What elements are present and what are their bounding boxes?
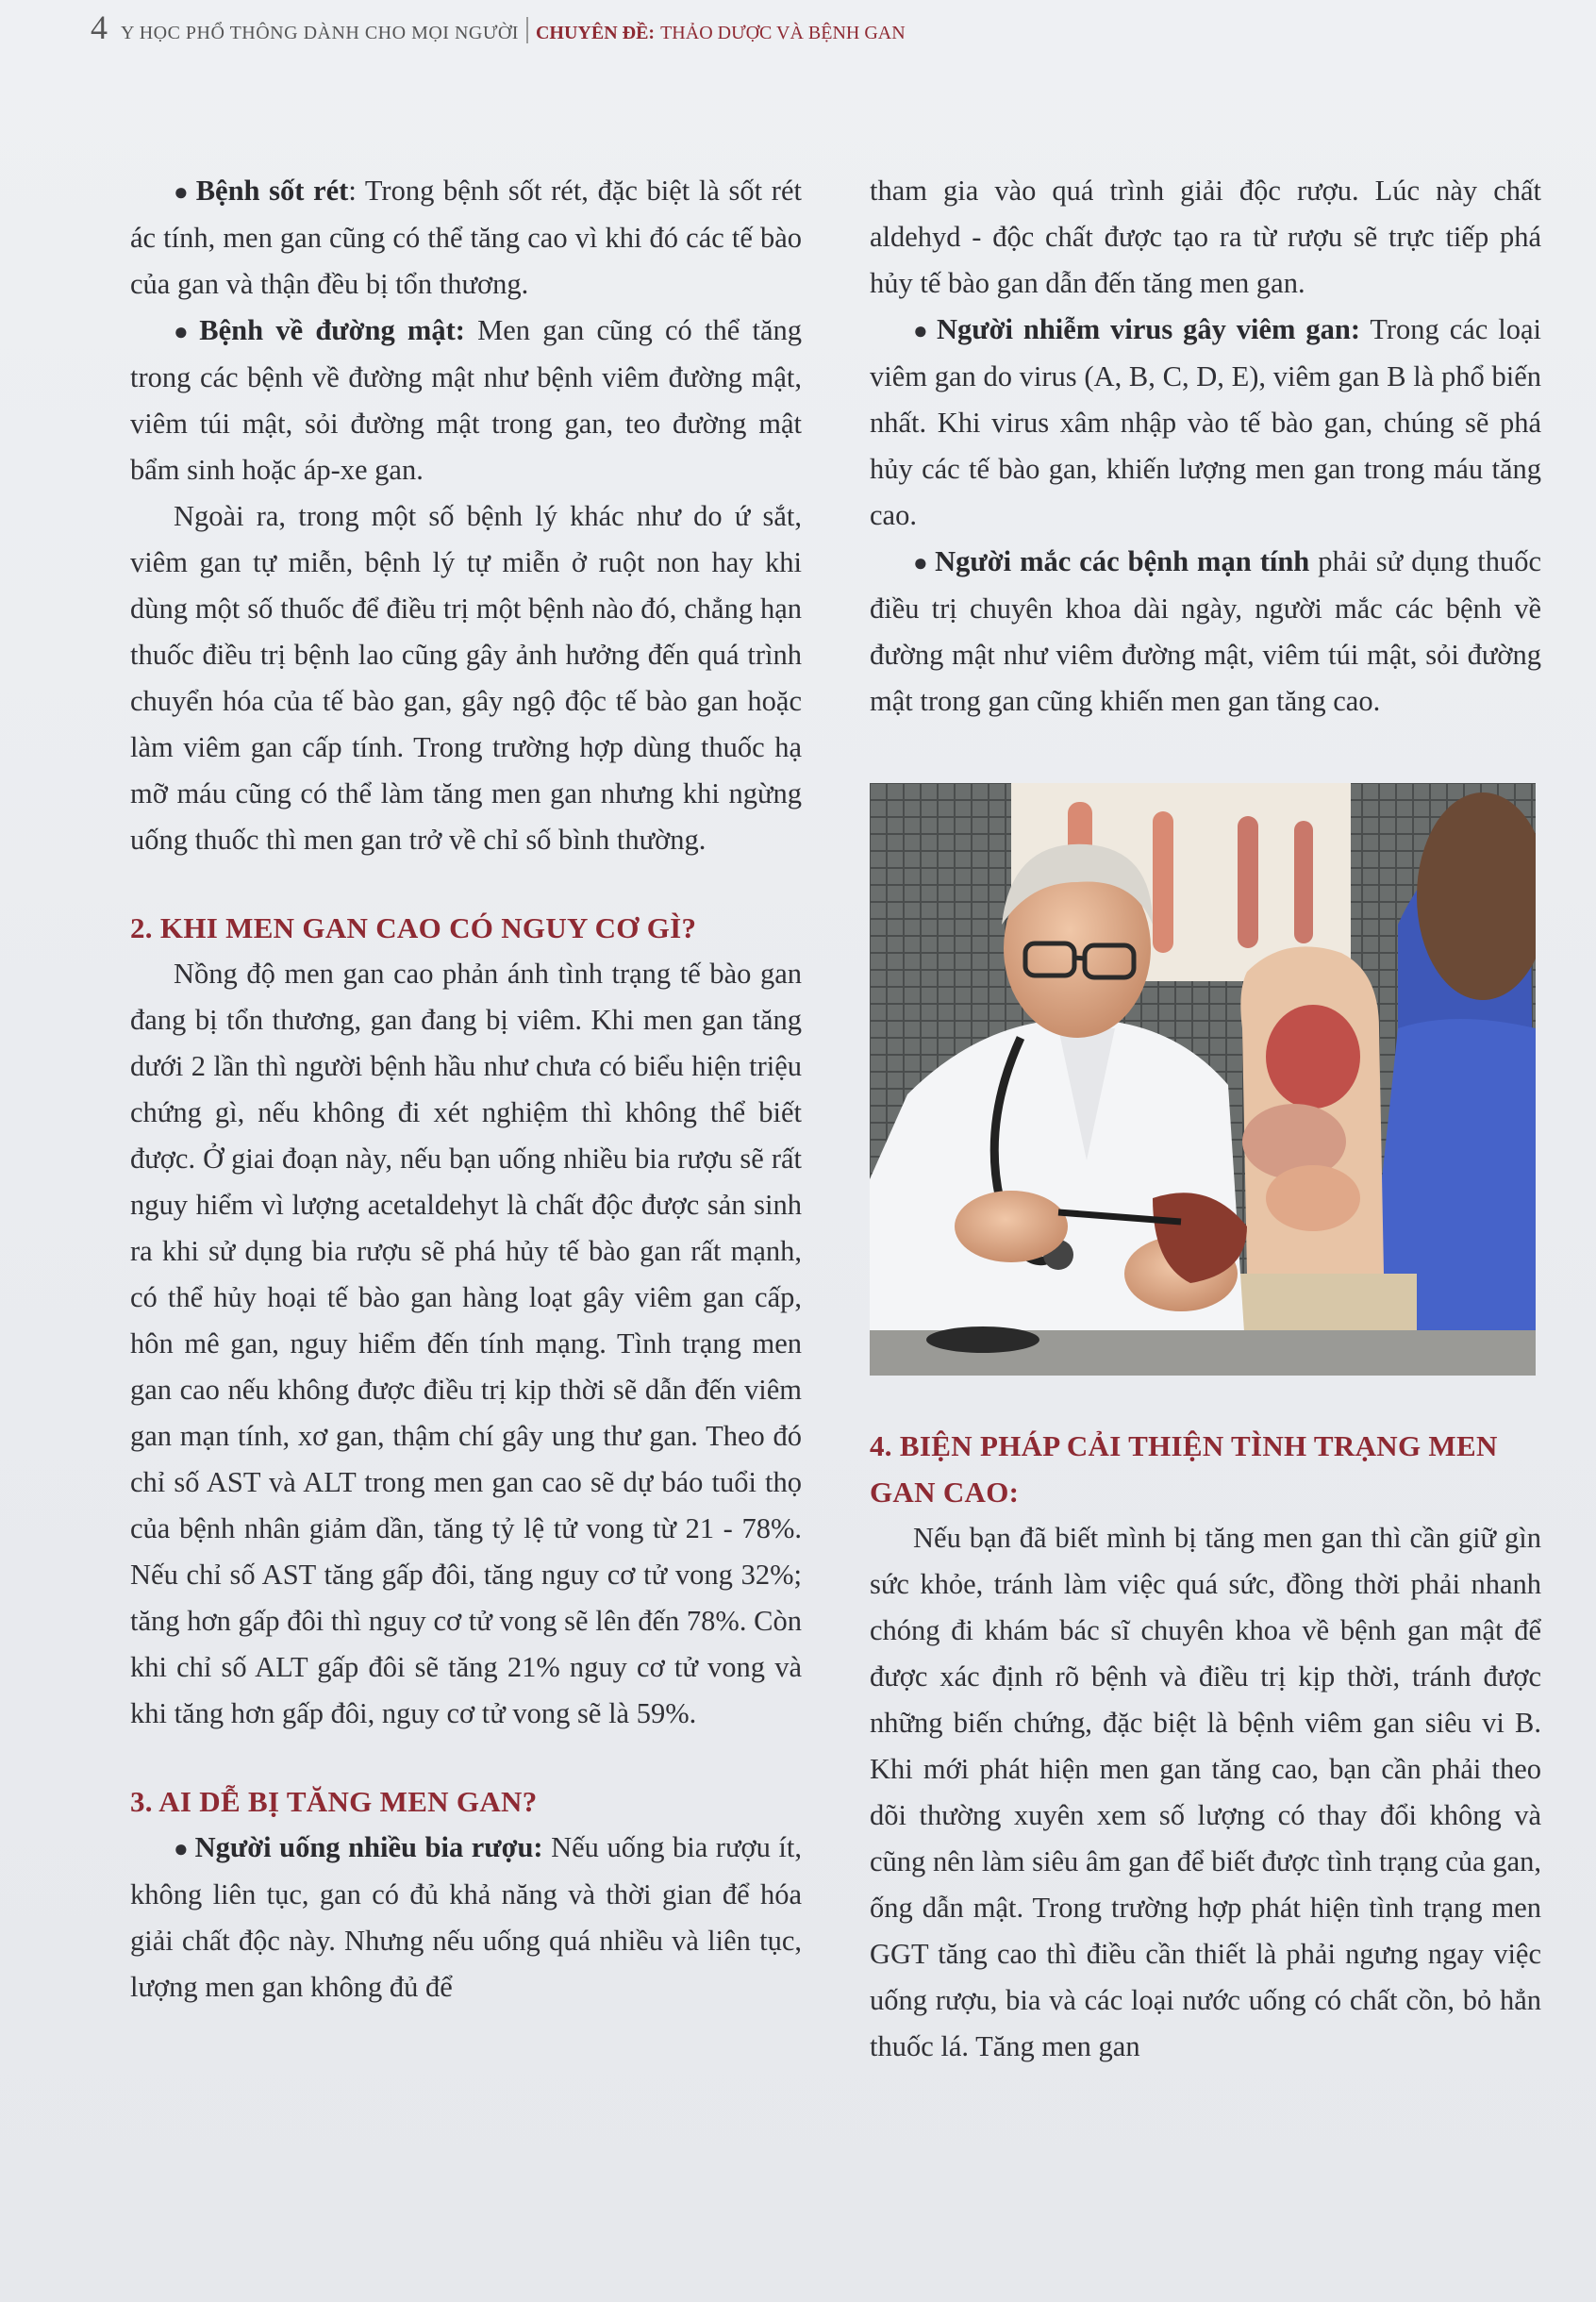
bullet-chronic bbox=[870, 539, 1541, 725]
heading-who-at-risk: 3. AI DỄ BỊ TĂNG MEN GAN? bbox=[130, 1785, 538, 1818]
spacer bbox=[130, 863, 802, 905]
right-column bbox=[870, 168, 1541, 2070]
heading-risks: 2. KHI MEN GAN CAO CÓ NGUY CƠ GÌ? bbox=[130, 911, 697, 944]
spacer bbox=[130, 1737, 802, 1778]
bullet-text: : Trong bệnh sốt rét, đặc biệt là sốt rét ác tính, men gan cũng có thể tăng cao vì khi đó các tế bào của gan và thận đều bị tổn thương. bbox=[130, 175, 802, 300]
bullet-text: phải sử dụng thuốc điều trị chuyên khoa dài ngày, người mắc các bệnh về đường mật như viêm đường mật, viêm túi mật, sỏi đường mật trong gan cũng khiến men gan tăng cao. bbox=[870, 545, 1541, 717]
spacer bbox=[870, 1376, 1541, 1423]
section-label: CHUYÊN ĐỀ: bbox=[535, 23, 656, 43]
bullet-term: Người nhiễm virus gây viêm gan: bbox=[937, 313, 1360, 345]
paragraph-other-causes: Ngoài ra, trong một số bệnh lý khác như do ứ sắt, viêm gan tự miễn, bệnh lý tự miễn ở ruột non hay khi dùng một số thuốc để điều trị một bệnh nào đó, chẳng hạn thuốc điều trị bệnh lao cũng gây ảnh hưởng đến quá trình chuyển hóa của tế bào gan, gây ngộ độc tế bào gan hoặc làm viêm gan cấp tính. Trong trường hợp dùng thuốc hạ mỡ máu cũng có thể làm tăng men gan nhưng khi ngừng uống thuốc thì men gan trở về chỉ số bình thường. bbox=[130, 500, 802, 856]
header-divider bbox=[526, 17, 528, 43]
paragraph-continued: tham gia vào quá trình giải độc rượu. Lúc này chất aldehyd - độc chất được tạo ra từ rượu sẽ trực tiếp phá hủy tế bào gan dẫn đến tăng men gan. bbox=[870, 175, 1541, 299]
bullet-dot: ● bbox=[913, 317, 931, 344]
paragraph-risks: Nồng độ men gan cao phản ánh tình trạng tế bào gan đang bị tổn thương, gan đang bị viêm. Khi men gan tăng dưới 2 lần thì người bệnh hầu như chưa có biểu hiện triệu chứng gì, nếu không đi xét nghiệm thì không thể biết được. Ở giai đoạn này, nếu bạn uống nhiều bia rượu sẽ rất nguy hiểm vì lượng acetaldehyt là chất độc được sản sinh ra khi sử dụng bia rượu sẽ phá hủy tế bào gan rất mạnh, có thể hủy hoại tế bào gan hàng loạt gây viêm gan cấp, hôn mê gan, nguy hiểm đến tính mạng. Tình trạng men gan cao nếu không được điều trị kịp thời sẽ dẫn đến viêm gan mạn tính, xơ gan, thậm chí gây ung thư gan. Theo đó chỉ số AST và ALT trong men gan cao sẽ dự báo tuổi thọ của bệnh nhân giảm dần, tăng tỷ lệ tử vong từ 21 - 78%. Nếu chỉ số AST tăng gấp đôi, tăng nguy cơ tử vong 32%; tăng hơn gấp đôi thì nguy cơ tử vong sẽ lên đến 78%. Còn khi chỉ số ALT gấp đôi sẽ tăng 21% nguy cơ tử vong và khi tăng hơn gấp đôi, nguy cơ tử vong sẽ là 59%. bbox=[130, 958, 802, 1729]
bullet-alcohol bbox=[130, 1825, 802, 2010]
bullet-term: Người uống nhiều bia rượu: bbox=[194, 1831, 543, 1863]
bullet-text: Men gan cũng có thể tăng trong các bệnh về đường mật như bệnh viêm đường mật, viêm túi mật, sỏi đường mật trong gan, teo đường mật bẩm sinh hoặc áp-xe gan. bbox=[130, 314, 802, 486]
bullet-term: Bệnh về đường mật: bbox=[199, 314, 465, 346]
bullet-biliary bbox=[130, 308, 802, 493]
bullet-dot: ● bbox=[174, 178, 191, 206]
bullet-term: Bệnh sốt rét bbox=[195, 175, 349, 207]
bullet-dot: ● bbox=[174, 318, 194, 345]
bullet-text: Trong các loại viêm gan do virus (A, B, C, D, E), viêm gan B là phổ biến nhất. Khi virus xâm nhập vào tế bào gan, chúng sẽ phá hủy các tế bào gan, khiến lượng men gan trong máu tăng cao. bbox=[870, 313, 1541, 531]
bullet-dot: ● bbox=[913, 549, 930, 576]
bullet-dot: ● bbox=[174, 1835, 190, 1862]
paragraph-improvement: Nếu bạn đã biết mình bị tăng men gan thì cần giữ gìn sức khỏe, tránh làm việc quá sức, đồng thời phải nhanh chóng đi khám bác sĩ chuyên khoa về bệnh gan mật để được xác định rõ bệnh và điều trị kịp thời, tránh được những biến chứng, đặc biệt là bệnh viêm gan siêu vi B. Khi mới phát hiện men gan tăng cao, bạn cần phải theo dõi thường xuyên xem số lượng có thay đổi không và cũng nên làm siêu âm gan để biết được tình trạng của gan, ống dẫn mật. Trong trường hợp phát hiện tình trạng men GGT tăng cao thì điều cần thiết là phải ngưng ngay việc uống rượu, bia và các loại nước uống có chất cồn, bỏ hẳn thuốc lá. Tăng men gan bbox=[870, 1522, 1541, 2062]
publication-title: Y HỌC PHỔ THÔNG DÀNH CHO MỌI NGƯỜI bbox=[121, 23, 519, 43]
running-header bbox=[91, 8, 906, 53]
page-number: 4 bbox=[91, 8, 108, 46]
section-topic: THẢO DƯỢC VÀ BỆNH GAN bbox=[660, 23, 906, 43]
bullet-text: Nếu uống bia rượu ít, không liên tục, gan có đủ khả năng và thời gian để hóa giải chất độc này. Nhưng nếu uống quá nhiều và liên tục, lượng men gan không đủ để bbox=[130, 1831, 802, 2003]
doctor-photo bbox=[870, 783, 1536, 1376]
left-column bbox=[130, 168, 802, 2010]
bullet-term: Người mắc các bệnh mạn tính bbox=[935, 545, 1310, 577]
bullet-malaria bbox=[130, 168, 802, 308]
heading-improvement: 4. BIỆN PHÁP CẢI THIỆN TÌNH TRẠNG MEN GAN CAO: bbox=[870, 1429, 1498, 1509]
doctor-illustration bbox=[870, 783, 1536, 1376]
bullet-virus bbox=[870, 307, 1541, 539]
